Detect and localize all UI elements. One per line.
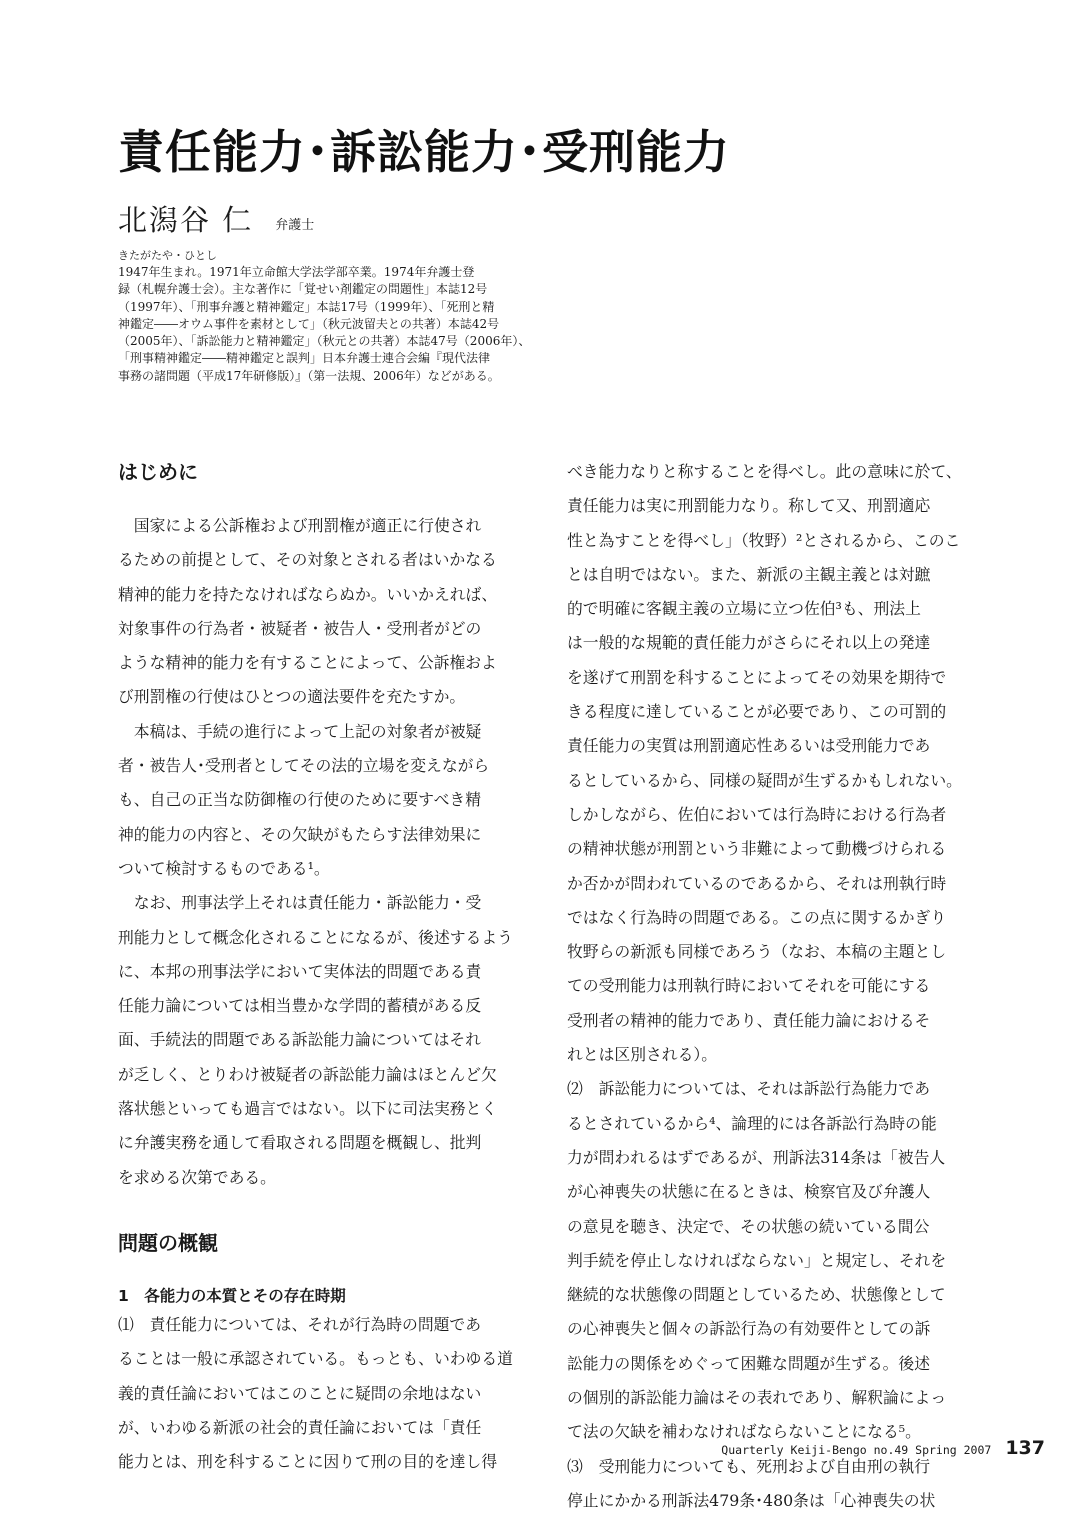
text-line: が乏しく、とりわけ被疑者の訴訟能力論はほとんど欠: [118, 1064, 497, 1084]
text-line: 性と為すことを得べし」（牧野）²とされるから、このこ: [567, 530, 961, 550]
section1-body: [118, 1308, 538, 1479]
text-line: び刑罰権の行使はひとつの適法要件を充たすか。: [118, 687, 466, 707]
text-line: ⑴ 責任能力については、それが行為時の問題であ: [118, 1314, 482, 1334]
text-line: るための前提として、その対象とされる者はいかなる: [118, 550, 497, 570]
text-line: ついて検討するものである¹。: [118, 858, 330, 878]
bio-line: （1997年）、「刑事弁護と精神鑑定」本誌17号（1999年）、「死刑と精: [118, 299, 495, 314]
text-line: しかしながら、佐伯においては行為時における行為者: [567, 804, 947, 824]
bio-line: 1947年生まれ。1971年立命館大学法学部卒業。1974年弁護士登: [118, 265, 475, 279]
text-line: 能力とは、刑を科することに因りて刑の目的を達し得: [118, 1452, 498, 1472]
text-line: 判手続を停止しなければならない」と規定し、それを: [567, 1250, 947, 1270]
text-line: 力が問われるはずであるが、刑訴法314条は「被告人: [567, 1147, 946, 1167]
text-line: 神的能力の内容と、その欠缺がもたらす法律効果に: [118, 824, 482, 844]
text-line: の個別的訴訟能力論はその表れであり、解釈論によっ: [567, 1388, 947, 1408]
text-line: なお、刑事法学上それは責任能力・訴訟能力・受: [118, 893, 482, 913]
text-line: 義的責任論においてはこのことに疑問の余地はない: [118, 1383, 482, 1403]
text-line: に弁護実務を通して看取される問題を概観し、批判: [118, 1133, 482, 1153]
text-line: の心神喪失と個々の訴訟行為の有効要件としての訴: [567, 1319, 931, 1339]
text-line: か否かが問われているのであるから、それは刑執行時: [567, 873, 947, 893]
author-reading: きたがたや・ひとし: [118, 249, 217, 262]
text-line: が、いわゆる新派の社会的責任論においては「責任: [118, 1417, 482, 1437]
text-line: れとは区別される）。: [567, 1045, 718, 1065]
text-line: 受刑者の精神的能力であり、責任能力論におけるそ: [567, 1010, 931, 1030]
bio-line: 録（札幌弁護士会）。主な著作に「覚せい剤鑑定の問題性」本誌12号: [118, 282, 488, 297]
text-line: 任能力論については相当豊かな学問的蓄積がある反: [118, 996, 482, 1016]
text-line: 者・被告人･受刑者としてその法的立場を変えながら: [118, 756, 490, 776]
journal-name: Quarterly Keiji-Bengo no.49 Spring 2007: [721, 1443, 992, 1457]
heading-intro: はじめに: [118, 460, 198, 484]
text-line: 対象事件の行為者・被疑者・被告人・受刑者がどの: [118, 618, 482, 638]
text-line: て法の欠缺を補わなければならないことになる⁵。: [567, 1422, 921, 1442]
left-column: [118, 450, 538, 1479]
author-line: [118, 198, 558, 239]
author-name: 北潟谷 仁: [118, 203, 254, 237]
subheading-1: 1 各能力の本質とその存在時期: [118, 1286, 346, 1305]
text-line: ではなく行為時の問題である。この点に関するかぎり: [567, 907, 947, 927]
bio-line: 事務の諸問題（平成17年研修版）』（第一法規、2006年）などがある。: [118, 368, 500, 383]
text-line: の意見を聴き、決定で、その状態の続いている間公: [567, 1216, 930, 1236]
text-line: は一般的な規範的責任能力がさらにそれ以上の発達: [567, 633, 931, 653]
text-line: 責任能力は実に刑罰能力なり。称して又、刑罰適応: [567, 496, 931, 516]
text-line: 面、手続法的問題である訴訟能力論についてはそれ: [118, 1030, 482, 1050]
right-body: [567, 455, 987, 1518]
text-line: 継続的な状態像の問題としているため、状態像として: [567, 1285, 946, 1305]
article-title: 責任能力･訴訟能力･受刑能力: [118, 125, 730, 179]
text-line: ての受刑能力は刑執行時においてそれを可能にする: [567, 976, 931, 996]
text-line: 訟能力の関係をめぐって困難な問題が生ずる。後述: [567, 1353, 931, 1373]
text-line: の精神状態が刑罰という非難によって動機づけられる: [567, 839, 947, 859]
text-line: きる程度に達していることが必要であり、この可罰的: [567, 702, 947, 722]
text-line: とは自明ではない。また、新派の主観主義とは対蹠: [567, 564, 931, 584]
text-line: に、本邦の刑事法学において実体法的問題である責: [118, 961, 482, 981]
text-line: も、自己の正当な防御権の行使のために要すべき精: [118, 790, 482, 810]
bio-line: 「刑事精神鑑定――精神鑑定と誤判」日本弁護士連合会編『現代法律: [118, 351, 491, 366]
text-line: が心神喪失の状態に在るときは、検察官及び弁護人: [567, 1182, 931, 1202]
intro-body: [118, 509, 538, 1195]
text-line: 刑能力として概念化されることになるが、後述するよう: [118, 927, 513, 947]
author-bio: [118, 264, 558, 385]
text-line: を求める次第である。: [118, 1167, 276, 1187]
text-line: 国家による公訴権および刑罰権が適正に行使され: [118, 516, 482, 535]
bio-line: 神鑑定――オウム事件を素材として」（秋元波留夫との共著）本誌42号: [118, 316, 500, 331]
text-line: 牧野らの新派も同様であろう（なお、本稿の主題とし: [567, 942, 947, 962]
text-line: 精神的能力を持たなければならぬか。いいかえれば、: [118, 584, 498, 604]
text-line: 落状態といっても過言ではない。以下に司法実務とく: [118, 1099, 498, 1119]
author-block: [118, 198, 558, 385]
right-column: [567, 455, 987, 1518]
text-line: べき能力なりと称することを得べし。此の意味に於て、: [567, 462, 962, 481]
text-line: 停止にかかる刑訴法479条･480条は「心神喪失の状: [567, 1490, 936, 1510]
text-line: 責任能力の実質は刑罰適応性あるいは受刑能力であ: [567, 736, 931, 756]
text-line: るとしているから、同様の疑問が生ずるかもしれない。: [567, 770, 962, 790]
text-line: ⑶ 受刑能力についても、死刑および自由刑の執行: [567, 1456, 931, 1476]
author-role: 弁護士: [275, 218, 315, 233]
page-number: 137: [1005, 1437, 1045, 1459]
text-line: ることは一般に承認されている。もっとも、いわゆる道: [118, 1349, 513, 1369]
heading-overview: 問題の概観: [118, 1230, 218, 1255]
text-line: 本稿は、手続の進行によって上記の対象者が被疑: [118, 721, 482, 741]
text-line: るとされているから⁴、論理的には各訴訟行為時の能: [567, 1113, 937, 1133]
text-line: を遂げて刑罰を科することによってその効果を期待で: [567, 667, 947, 687]
bio-line: （2005年）、「訴訟能力と精神鑑定」（秋元との共著）本誌47号（2006年）、: [118, 334, 531, 349]
text-line: ような精神的能力を有することによって、公訴権およ: [118, 653, 497, 673]
text-line: ⑵ 訴訟能力については、それは訴訟行為能力であ: [567, 1079, 931, 1099]
text-line: 的で明確に客観主義の立場に立つ佐伯³も、刑法上: [567, 599, 921, 619]
page-footer: [721, 1437, 1045, 1459]
